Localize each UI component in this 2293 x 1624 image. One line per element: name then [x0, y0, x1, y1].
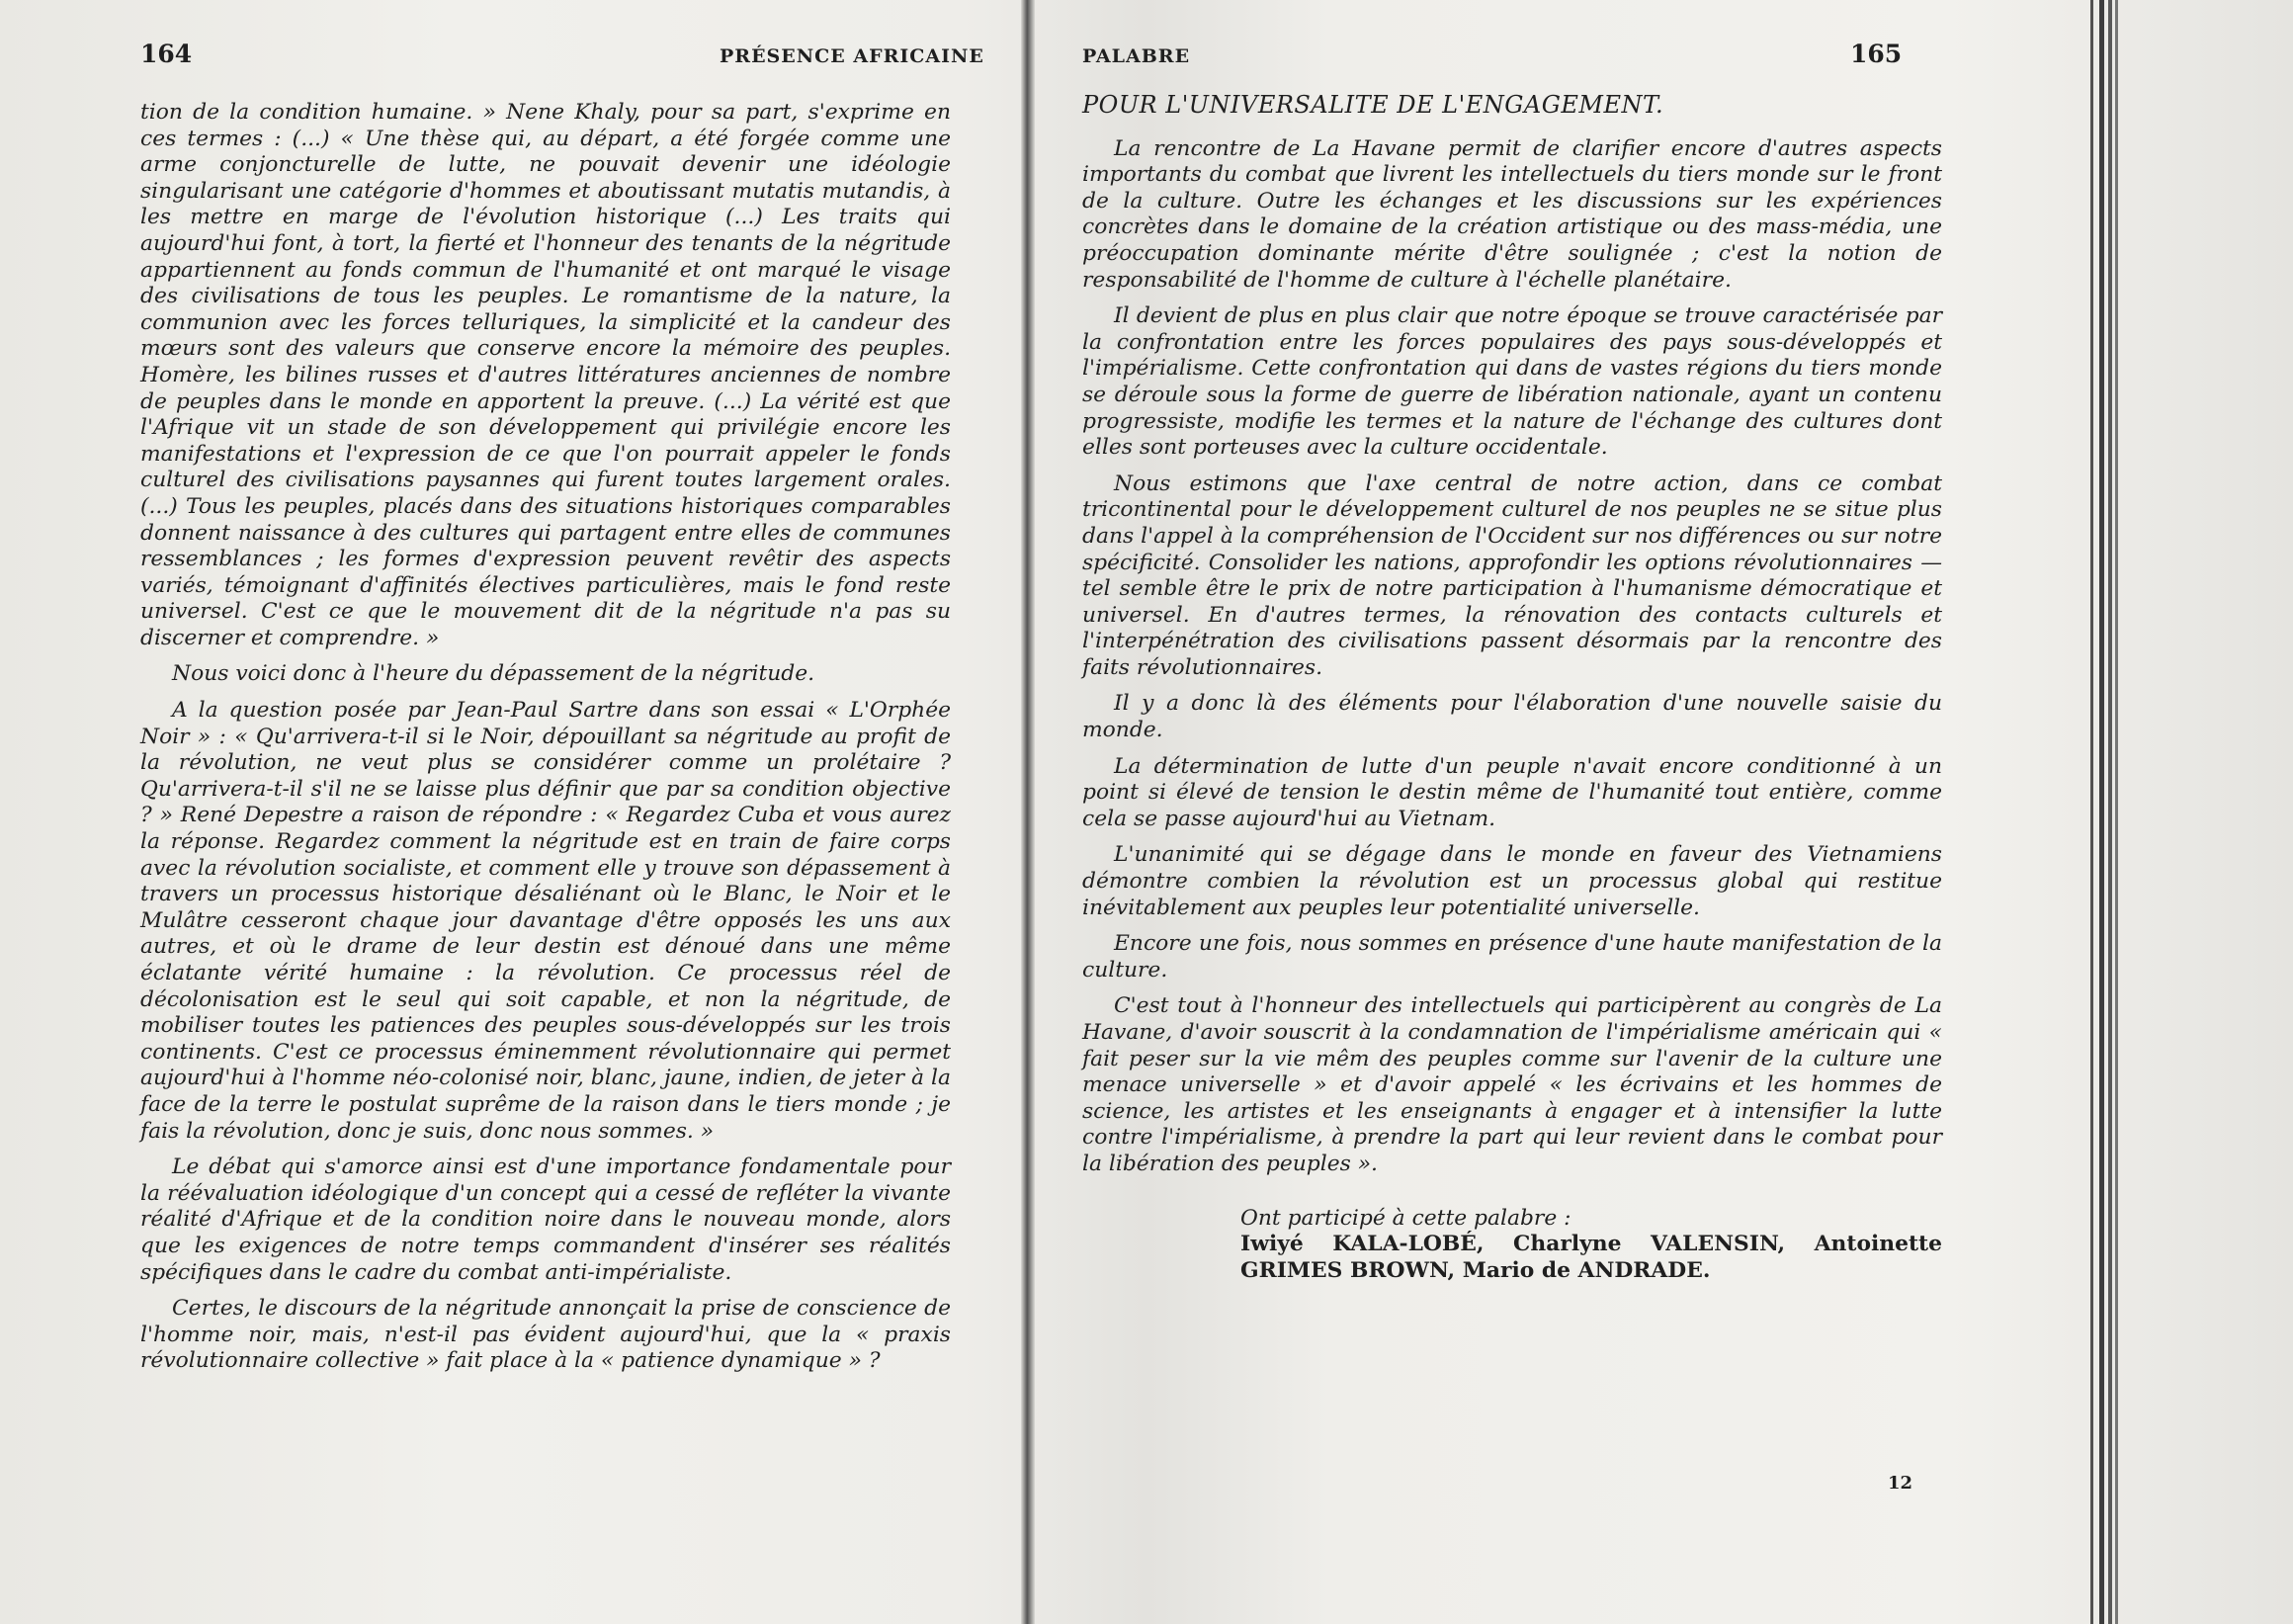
paragraph: Il devient de plus en plus clair que notre époque se trouve caractérisée par la confrontation entre les forces populaires des pays sous-développés et l'impérialisme. Cette confrontation qui dans de vastes régions du tiers monde se déroule sous la forme de guerre de libération nationale, ayant un contenu progressiste, modifie les termes et la nature de l'échange des cultures dont elles sont porteuses avec la culture occidentale.: [1082, 303, 1942, 461]
page-number: 165: [1850, 40, 1903, 68]
signature-mark: 12: [1888, 1473, 1913, 1494]
signature-names: Iwiyé KALA-LOBÉ, Charlyne VALENSIN, Antoinette GRIMES BROWN, Mario de ANDRADE.: [1240, 1232, 1942, 1283]
right-page: [1035, 0, 2090, 1624]
paragraph: A la question posée par Jean-Paul Sartre dans son essai « L'Orphée Noir » : « Qu'arrivera-t-il si le Noir, dépouillant sa négritude au profit de la révolution, ne veut plus se considérer comme un prolétaire ? Qu'arrivera-t-il s'il ne se laisse plus définir que par sa condition objective ? » René Depestre a raison de répondre : « Regardez Cuba et vous aurez la réponse. Regardez comment la négritude est en train de faire corps avec la révolution socialiste, et comment elle y trouve son dépassement à travers un processus historique désaliénant où le Blanc, le Noir et le Mulâtre cesseront chaque jour davantage d'être opposés les uns aux autres, et où le drame de leur destin est dénoué dans une même éclatante vérité humaine : la révolution. Ce processus réel de décolonisation est le seul qui soit capable, et non la négritude, de mobiliser toutes les patiences des peuples sous-développés sur les trois continents. C'est ce processus éminemment révolutionnaire qui permet aujourd'hui à l'homme néo-colonisé noir, blanc, jaune, indien, de jeter à la face de la terre le postulat suprême de la raison dans le tiers monde ; je fais la révolution, donc je suis, donc nous sommes. »: [140, 698, 951, 1144]
paragraph: La rencontre de La Havane permit de clarifier encore d'autres aspects importants du combat que livrent les intellectuels du tiers monde sur le front de la culture. Outre les échanges et les discussions sur les expériences concrètes dans le domaine de la création artistique ou des mass-média, une préoccupation dominante mérite d'être soulignée ; c'est la notion de responsabilité de l'homme de culture à l'échelle planétaire.: [1082, 135, 1942, 293]
paragraph: Certes, le discours de la négritude annonçait la prise de conscience de l'homme noir, mais, n'est-il pas évident aujourd'hui, que la « praxis révolutionnaire collective » fait place à la « patience dynamique » ?: [140, 1296, 951, 1374]
paragraph: C'est tout à l'honneur des intellectuels qui participèrent au congrès de La Havane, d'avoir souscrit à la condamnation de l'impérialisme américain qui « fait peser sur la vie mêm des peuples comme sur l'avenir de la culture une menace universelle » et d'avoir appelé « les écrivains et les hommes de science, les artistes et les enseignants à engager et à intensifier la lutte contre l'impérialisme, à prendre la part qui leur revient dans le combat pour la libération des peuples ».: [1082, 993, 1942, 1176]
paragraph: Le débat qui s'amorce ainsi est d'une importance fondamentale pour la réévaluation idéologique d'un concept qui a cessé de refléter la vivante réalité d'Afrique et de la condition noire dans le nouveau monde, alors que les exigences de notre temps commandent d'insérer ses réalités spécifiques dans le cadre du combat anti-impérialiste.: [140, 1154, 951, 1285]
page-edge: [2090, 0, 2093, 1624]
right-text-column: [1082, 92, 1942, 1284]
paragraph: Nous estimons que l'axe central de notre action, dans ce combat tricontinental pour le développement culturel de nos peuples ne se situe plus dans l'appel à la compréhension de l'Occident sur nos différences ou sur notre spécificité. Consolider les nations, approfondir les options révolutionnaires — tel semble être le prix de notre participation à l'humanisme démocratique et universel. En d'autres termes, la rénovation des contacts culturels et l'interpénétration des civilisations passent désormais par la rencontre des faits révolutionnaires.: [1082, 470, 1942, 680]
signature-block: [1082, 1206, 1942, 1285]
paragraph: Il y a donc là des éléments pour l'élaboration d'une nouvelle saisie du monde.: [1082, 691, 1942, 743]
page-edge: [2115, 0, 2118, 1624]
left-page: [0, 0, 1021, 1624]
running-head: PALABRE: [1082, 45, 1191, 67]
signature-intro: Ont participé à cette palabre :: [1240, 1205, 1571, 1231]
page-edge: [2108, 0, 2112, 1624]
paragraph: La détermination de lutte d'un peuple n'avait encore conditionné à un point si élevé de tension le destin même de l'humanité tout entière, comme cela se passe aujourd'hui au Vietnam.: [1082, 753, 1942, 831]
page-number: 164: [140, 40, 193, 68]
running-head: PRÉSENCE AFRICAINE: [720, 45, 984, 67]
left-text-column: [140, 100, 951, 1375]
paragraph: Nous voici donc à l'heure du dépassement de la négritude.: [172, 661, 815, 687]
paragraph: Encore une fois, nous sommes en présence d'une haute manifestation de la culture.: [1082, 931, 1942, 983]
section-heading: POUR L'UNIVERSALITE DE L'ENGAGEMENT.: [1082, 91, 1664, 119]
book-gutter: [1021, 0, 1035, 1624]
paragraph: tion de la condition humaine. » Nene Khaly, pour sa part, s'exprime en ces termes : (...) « Une thèse qui, au départ, a été forgée comme une arme conjoncturelle de lutte, ne pouvait devenir une idéologie singularisant une catégorie d'hommes et aboutissant mutatis mutandis, à les mettre en marge de l'évolution historique (...) Les traits qui aujourd'hui font, à tort, la fierté et l'honneur des tenants de la négritude appartiennent au fonds commun de l'humanité et ont marqué le visage des civilisations de tous les peuples. Le romantisme de la nature, la communion avec les forces telluriques, la simplicité et la candeur des mœurs sont des valeurs que conserve encore la mémoire des peuples. Homère, les bilines russes et d'autres littératures anciennes de nombre de peuples dans le monde en apportent la preuve. (...) La vérité est que l'Afrique vit un stade de son développement qui privilégie encore les manifestations et l'expression de ce que l'on pourrait appeler le fonds culturel des civilisations paysannes qui furent toutes largement orales. (...) Tous les peuples, placés dans des situations historiques comparables donnent naissance à des cultures qui partagent entre elles de communes ressemblances ; les formes d'expression peuvent revêtir des aspects variés, témoignant d'affinités électives particulières, mais le fond reste universel. C'est ce que le mouvement dit de la négritude n'a pas su discerner et comprendre. »: [140, 100, 951, 650]
page-edge: [2099, 0, 2104, 1624]
paragraph: L'unanimité qui se dégage dans le monde en faveur des Vietnamiens démontre combien la révolution est un processus global qui restitue inévitablement aux peuples leur potentialité universelle.: [1082, 842, 1942, 920]
